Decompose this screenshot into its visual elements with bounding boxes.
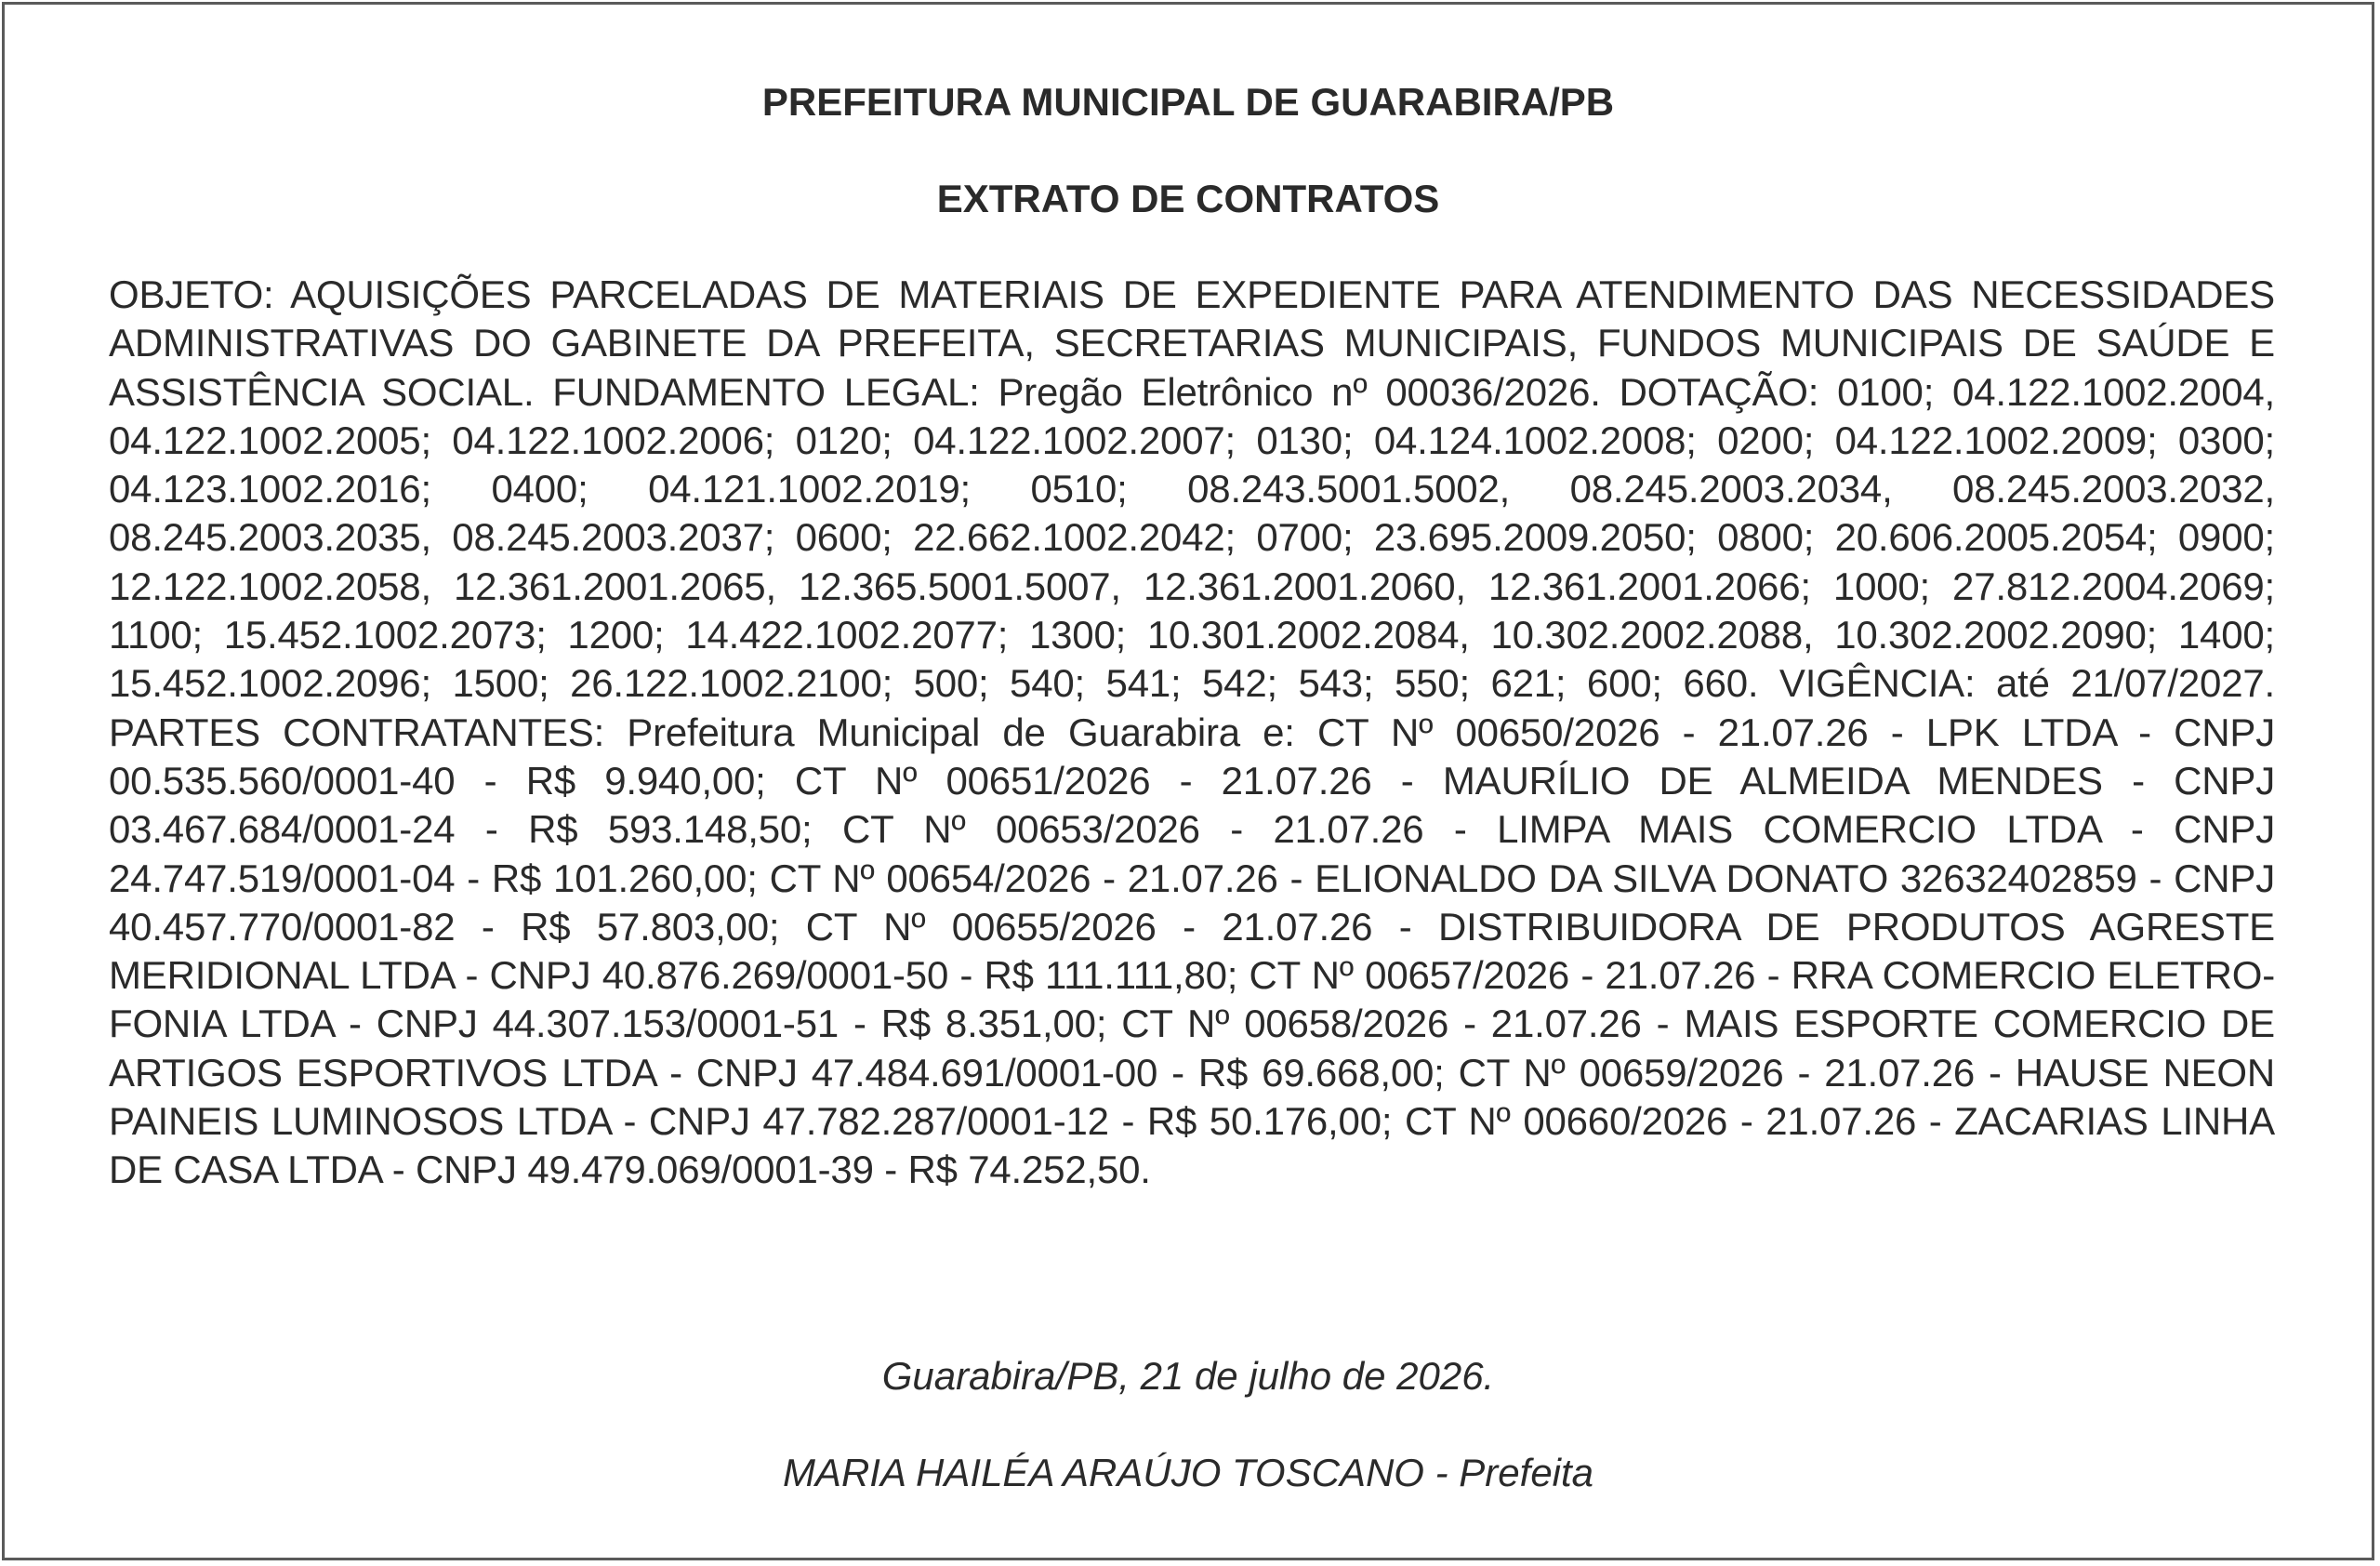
contract-extract-body: OBJETO: AQUISIÇÕES PARCELADAS DE MATERIAIS DE EXPEDIENTE PARA ATENDIMENTO DAS NECESSIDADES ADMINISTRATIVAS DO GABINETE DA PREFEITA, SECRETARIAS MUNICIPAIS, FUNDOS MUNICIPAIS DE SAÚDE E ASSISTÊNCIA SOCIAL. FUNDAMENTO LEGAL: Pregão Eletrônico nº 00036/2026. DOTAÇÃO: 0100; 04.122.1002.2004, 04.122.1002.2005; 04.122.1002.2006; 0120; 04.122.1002.2007; 0130; 04.124.1002.2008; 0200; 04.122.1002.2009; 0300; 04.123.1002.2016; 0400; 04.121.1002.2019; 0510; 08.243.5001.5002, 08.245.2003.2034, 08.245.2003.2032, 08.245.2003.2035, 08.245.2003.2037; 0600; 22.662.1002.2042; 0700; 23.695.2009.2050; 0800; 20.606.2005.2054; 0900; 12.122.1002.2058, 12.361.2001.2065, 12.365.5001.5007, 12.361.2001.2060, 12.361.2001.2066; 1000; 27.812.2004.2069; 1100; 15.452.1002.2073; 1200; 14.422.1002.2077; 1300; 10.301.2002.2084, 10.302.2002.2088, 10.302.2002.2090; 1400; 15.452.1002.2096; 1500; 26.122.1002.2100; 500; 540; 541; 542; 543; 550; 621; 600; 660. VIGÊNCIA: até 21/07/2027. PARTES CONTRATANTES: Prefeitura Municipal de Guarabira e: CT Nº 00650/2026 - 21.07.26 - LPK LTDA - CNPJ 00.535.560/0001-40 - R$ 9.940,00; CT Nº 00651/2026 - 21.07.26 - MAURÍLIO DE ALMEIDA MENDES - CNPJ 03.467.684/0001-24 - R$ 593.148,50; CT Nº 00653/2026 - 21.07.26 - LIMPA MAIS COMERCIO LTDA - CNPJ 24.747.519/0001-04 - R$ 101.260,00; CT Nº 00654/2026 - 21.07.26 - ELIONALDO DA SILVA DONATO 32632402859 - CNPJ 40.457.770/0001-82 - R$ 57.803,00; CT Nº 00655/2026 - 21.07.26 - DISTRIBUIDORA DE PRODUTOS AGRESTE MERIDIONAL LTDA - CNPJ 40.876.269/0001-50 - R$ 111.111,80; CT Nº 00657/2026 - 21.07.26 - RRA COMERCIO ELETRO-FONIA LTDA - CNPJ 44.307.153/0001-51 - R$ 8.351,00; CT Nº 00658/2026 - 21.07.26 - MAIS ESPORTE COMERCIO DE ARTIGOS ESPORTIVOS LTDA - CNPJ 47.484.691/0001-00 - R$ 69.668,00; CT Nº 00659/2026 - 21.07.26 - HAUSE NEON PAINEIS LUMINOSOS LTDA - CNPJ 47.782.287/0001-12 - R$ 50.176,00; CT Nº 00660/2026 - 21.07.26 - ZACARIAS LINHA DE CASA LTDA - CNPJ 49.479.069/0001-39 - R$ 74.252,50. (109, 272, 2275, 1192)
municipality-header: PREFEITURA MUNICIPAL DE GUARABIRA/PB (761, 80, 1615, 124)
document-title: EXTRATO DE CONTRATOS (936, 177, 1440, 220)
place-and-date: Guarabira/PB, 21 de julho de 2026. (881, 1354, 1495, 1398)
signatory: MARIA HAILÉA ARAÚJO TOSCANO - Prefeita (782, 1451, 1594, 1494)
